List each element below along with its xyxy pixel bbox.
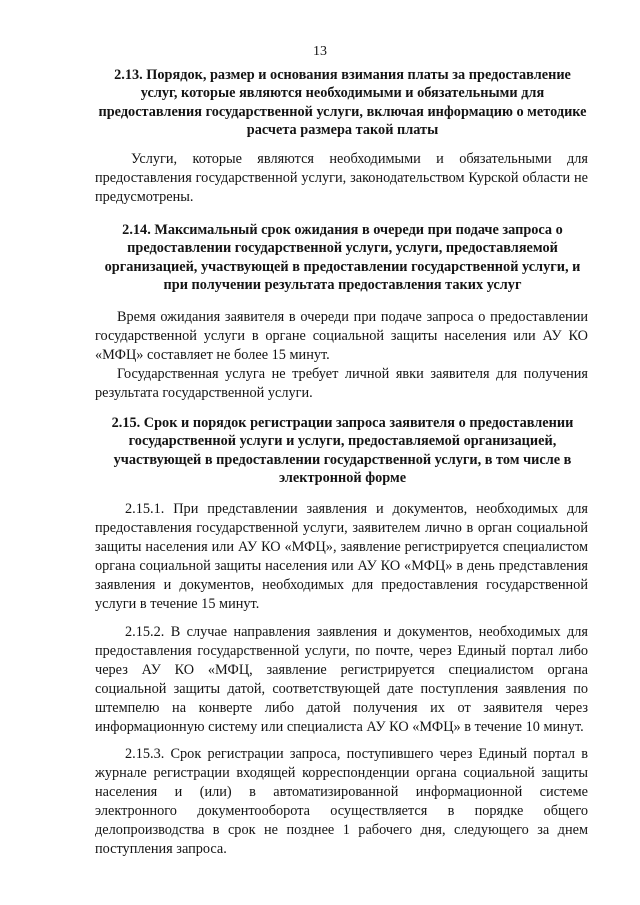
section-2-15-2-paragraph: 2.15.2. В случае направления заявления и документов, необходимых для предоставления государственной услуги, по почте, через Единый портал либо через АУ КО «МФЦ, заявление регистрируется специалистом органа социальной защиты датой, соответствующей дате поступления заявления по штемпелю на конверте либо датой получения их от заявителя через информационную систему или специалиста АУ КО «МФЦ» в течение 10 минут. — [95, 624, 588, 735]
section-2-14-heading: 2.14. Максимальный срок ожидания в очереди при подаче запроса о предоставлении государственной услуги, услуги, предоставляемой организацией, участвующей в предоставлении государственной услуги, и при получении результата предоставления таких услуг — [104, 222, 581, 294]
page-number: 13 — [313, 44, 327, 59]
section-2-13-paragraph: Услуги, которые являются необходимыми и обязательными для предоставления государственной услуги, законодательством Курской области не предусмотрены. — [95, 151, 588, 205]
section-2-14-paragraph-2: Государственная услуга не требует личной явки заявителя для получения результата государственной услуги. — [95, 366, 588, 401]
section-2-15-heading: 2.15. Срок и порядок регистрации запроса заявителя о предоставлении государственной услуги и услуги, предоставляемой организацией, участвующей в предоставлении государственной услуги, в том числе в электронной форме — [111, 415, 574, 487]
section-2-15-1-paragraph: 2.15.1. При представлении заявления и документов, необходимых для предоставления государственной услуги, заявителем лично в орган социальной защиты населения или АУ КО «МФЦ», заявление регистрируется специалистом органа социальной защиты населения или АУ КО «МФЦ» в день представления заявления и документов, необходимых для предоставления государственной услуги в течение 15 минут. — [95, 501, 588, 612]
section-2-14-paragraph-1: Время ожидания заявителя в очереди при подаче запроса о предоставлении государственной услуги в органе социальной защиты населения или АУ КО «МФЦ» составляет не более 15 минут. — [95, 309, 588, 363]
section-2-13-heading: 2.13. Порядок, размер и основания взимания платы за предоставление услуг, которые являются необходимыми и обязательными для предоставления государственной услуги, включая информацию о методике расчета размера такой платы — [98, 67, 587, 139]
section-2-15-3-paragraph: 2.15.3. Срок регистрации запроса, поступившего через Единый портал в журнале регистрации входящей корреспонденции органа социальной защиты населения и (или) в автоматизированной информационной системе электронного документооборота осуществляется в порядке общего делопроизводства в срок не позднее 1 рабочего дня, следующего за днем поступления запроса. — [95, 746, 588, 857]
